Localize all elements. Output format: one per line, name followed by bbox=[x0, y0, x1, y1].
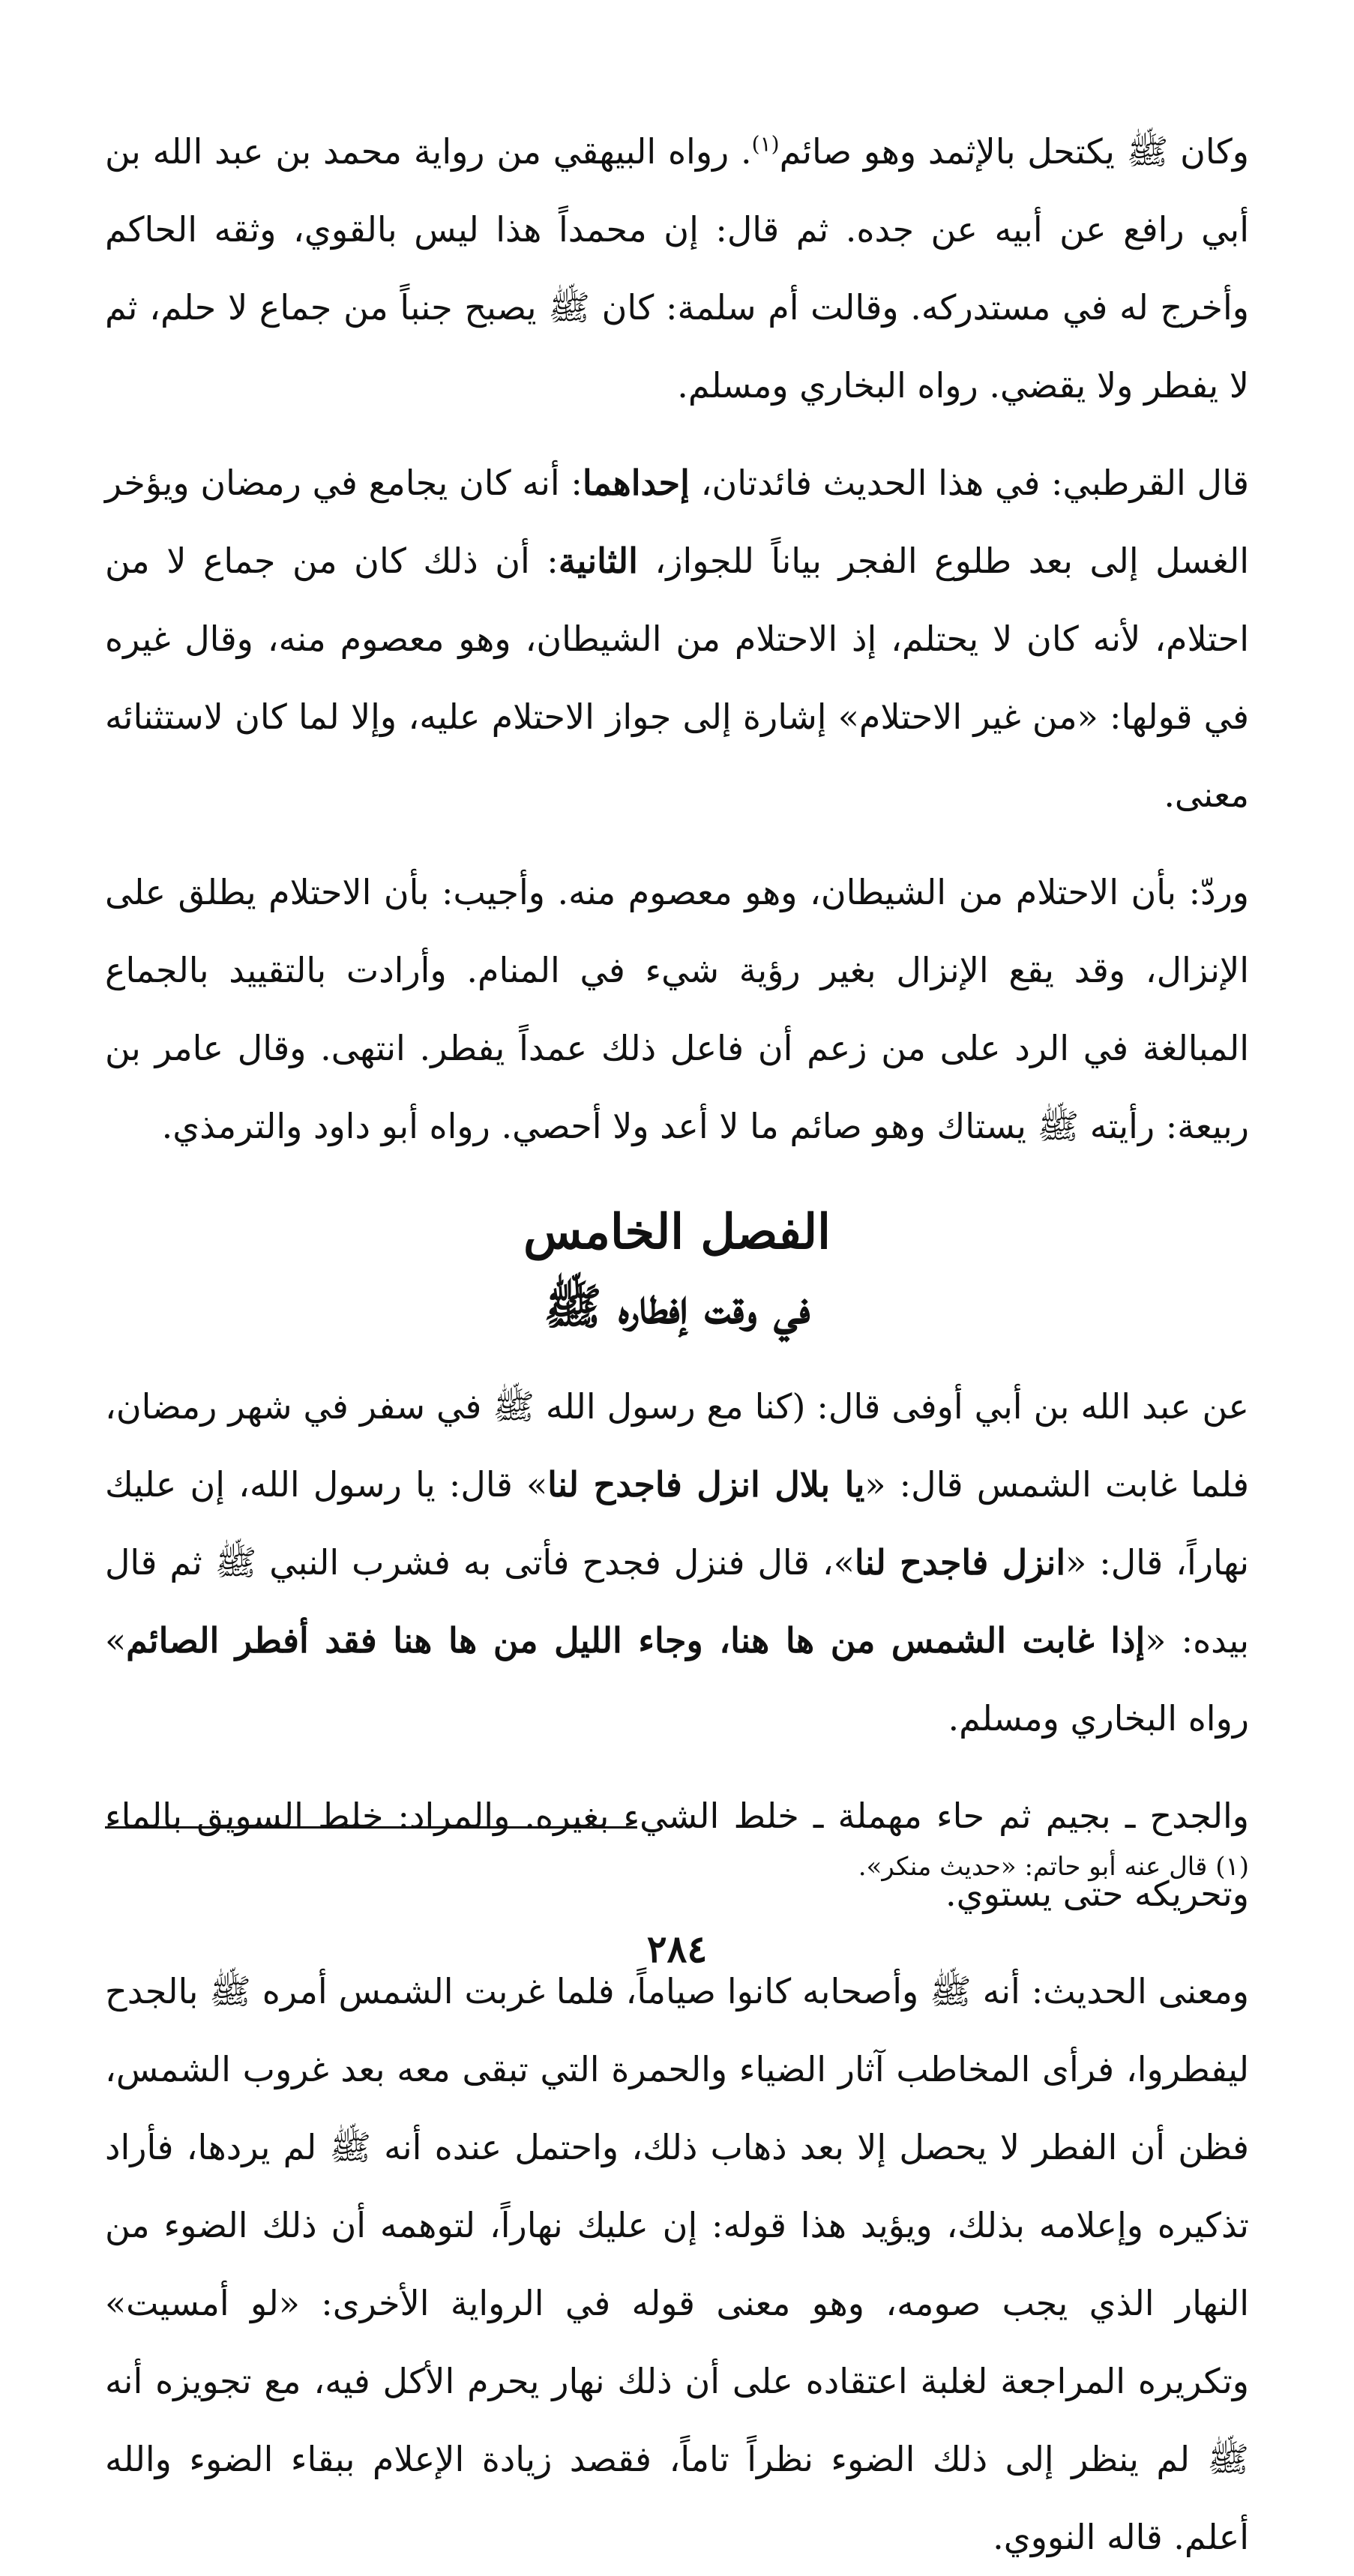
section-subtitle: في وقت إفطاره ﷺ bbox=[544, 1279, 810, 1335]
paragraph-2-bold-first: إحداهما bbox=[582, 463, 690, 503]
paragraph-6: ومعنى الحديث: أنه ﷺ وأصحابه كانوا صياماً، فلما غربت الشمس أمره ﷺ بالجدح ليفطروا، فرأى المخاطب آثار الضياء والحمرة التي تبقى معه بعد غروب الشمس، فظن أن الفطر لا يحصل إلا بعد ذهاب ذلك، واحتمل عنده أنه ﷺ لم يردها، فأراد تذكيره وإعلامه بذلك، ويؤيد هذا قوله: إن عليك نهاراً، لتوهمه أن ذلك الضوء من النهار الذي يجب صومه، وهو معنى قوله في الرواية الأخرى: «لو أمسيت» وتكريره المراجعة لغلبة اعتقاده على أن ذلك نهار يحرم الأكل فيه، مع تجويزه أنه ﷺ لم ينظر إلى ذلك الضوء نظراً تاماً، فقصد زيادة الإعلام ببقاء الضوء والله أعلم. قاله النووي. bbox=[105, 1971, 1249, 2557]
paragraph-1-text: وكان ﷺ يكتحل بالإثمد وهو صائم bbox=[779, 131, 1249, 172]
paragraph-2-bold-second: الثانية bbox=[558, 541, 638, 581]
footnote: (١) قال عنه أبو حاتم: «حديث منكر». bbox=[858, 1852, 1249, 1882]
paragraph-4-quote-2: انزل فاجدح لنا bbox=[854, 1542, 1066, 1583]
paragraph-2-part-e: : أن ذلك كان من جماع لا من احتلام، لأنه كان لا يحتلم، إذ الاحتلام من الشيطان، وهو معصوم منه، وقال غيره في قولها: «من غير الاحتلام» إشارة إلى جواز الاحتلام عليه، وإلا لما كان لاستثنائه معنى. bbox=[105, 541, 1249, 815]
footnote-marker[interactable]: (١) bbox=[751, 131, 780, 157]
section-heading bbox=[105, 1195, 1249, 1345]
paragraph-4-part-a: عن عبد الله بن أبي أوفى قال: (كنا مع رسول الله ﷺ في سفر في شهر رمضان، فلما غابت الشمس قال: « bbox=[105, 1386, 1249, 1505]
paragraph-4-part-c: » قال: يا رسول الله، إن عليك نهاراً، قال: « bbox=[105, 1464, 1250, 1583]
footnote-separator bbox=[105, 1826, 637, 1829]
section-title: الفصل الخامس bbox=[523, 1204, 831, 1260]
paragraph-4-quote-3: إذا غابت الشمس من ها هنا، وجاء الليل من ها هنا فقد أفطر الصائم bbox=[126, 1620, 1146, 1661]
paragraph-4 bbox=[105, 1367, 1249, 1757]
paragraph-4-quote-1: يا بلال انزل فاجدح لنا bbox=[547, 1464, 865, 1505]
paragraph-4-part-e: »، قال فنزل فجدح فأتى به فشرب النبي ﷺ ثم قال بيده: « bbox=[105, 1542, 1250, 1661]
page-number: ٢٨٤ bbox=[646, 1927, 708, 1971]
paragraph-4-part-g: » رواه البخاري ومسلم. bbox=[105, 1620, 1249, 1739]
paragraph-5: والجدح ـ بجيم ثم حاء مهملة ـ خلط الشيء بغيره. والمراد: خلط السويق بالماء وتحريكه حتى يستوي. bbox=[105, 1796, 1249, 1914]
paragraph-2-part-c: : أنه كان يجامع في رمضان ويؤخر الغسل إلى بعد طلوع الفجر بياناً للجواز، bbox=[105, 463, 1249, 581]
paragraph-2-part-a: قال القرطبي: في هذا الحديث فائدتان، bbox=[689, 463, 1249, 503]
paragraph-1 bbox=[105, 112, 1249, 424]
paragraph-3: وردّ: بأن الاحتلام من الشيطان، وهو معصوم منه. وأجيب: بأن الاحتلام يطلق على الإنزال، وقد يقع الإنزال بغير رؤية شيء في المنام. وأرادت بالتقييد بالجماع المبالغة في الرد على من زعم أن فاعل ذلك عمداً يفطر. انتهى. وقال عامر بن ربيعة: رأيته ﷺ يستاك وهو صائم ما لا أعد ولا أحصي. رواه أبو داود والترمذي. bbox=[105, 872, 1249, 1146]
paragraph-2 bbox=[105, 444, 1249, 834]
paragraph-1-rest: . رواه البيهقي من رواية محمد بن عبد الله بن أبي رافع عن أبيه عن جده. ثم قال: إن محمداً هذا ليس بالقوي، وثقه الحاكم وأخرج له في مستدركه. وقالت أم سلمة: كان ﷺ يصبح جنباً من جماع لا حلم، ثم لا يفطر ولا يقضي. رواه البخاري ومسلم. bbox=[105, 131, 1249, 406]
